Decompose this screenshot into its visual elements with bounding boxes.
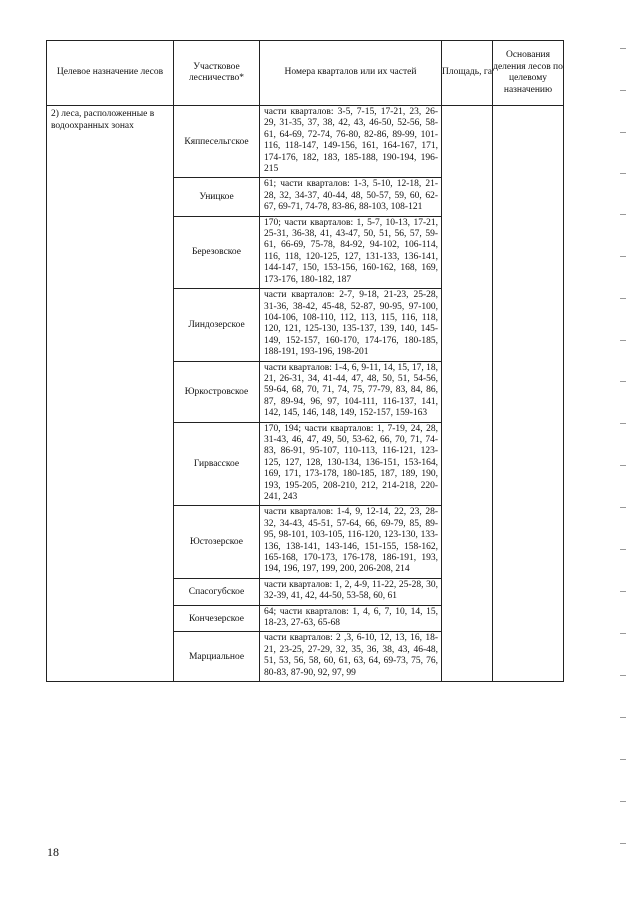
scan-mark [620,214,626,215]
forestry-cell: Юркостровское [174,361,260,422]
quarters-cell: части кварталов: 2-7, 9-18, 21-23, 25-28, 31-36, 38-42, 45-48, 52-87, 90-95, 97-100, 104-106, 108-110, 112, 113, 115, 116, 118, 120, 121, 125-130, 135-137, 139, 140, 145-149, 152-157, 160-170, 174-176, 180-185, 188-191, 193-196, 198-201 [260,289,442,361]
quarters-cell: 64; части кварталов: 1, 4, 6, 7, 10, 14, 15, 18-23, 27-63, 65-68 [260,605,442,632]
table-row [47,106,564,178]
scan-mark [620,90,626,91]
scan-mark [620,801,626,802]
page-number: 18 [47,845,59,859]
scan-mark [620,173,626,174]
quarters-cell: 61; части кварталов: 1-3, 5-10, 12-18, 21-28, 32, 34-37, 40-44, 48, 50-57, 59, 60, 62-67, 69-71, 74-78, 83-86, 88-103, 108-121 [260,178,442,216]
forestry-cell: Березовское [174,216,260,288]
scan-mark [620,843,626,844]
scan-mark [620,465,626,466]
quarters-cell: 170; части кварталов: 1, 5-7, 10-13, 17-21, 25-31, 36-38, 41, 43-47, 50, 51, 56, 57, 59-61, 66-69, 75-78, 84-92, 94-102, 106-114, 116, 118, 120-125, 127, 131-133, 136-141, 144-147, 150, 153-156, 160-162, 168, 169, 173-176, 180-182, 187 [260,216,442,288]
quarters-cell: части кварталов: 1, 2, 4-9, 11-22, 25-28, 30, 32-39, 41, 42, 44-50, 53-58, 60, 61 [260,578,442,605]
scan-mark [620,759,626,760]
quarters-cell: части кварталов: 1-4, 9, 12-14, 22, 23, 28-32, 34-43, 45-51, 57-64, 66, 69-79, 85, 89-95, 98-101, 103-105, 116-120, 123-130, 133-136, 138-141, 143-146, 151-155, 158-162, 165-168, 170-173, 176-178, 186-191, 193, 194, 196, 197, 199, 200, 206-208, 214 [260,506,442,578]
table-body [47,106,564,682]
header-forestry: Участковое лесничество* [174,41,260,106]
header-purpose: Целевое назначение лесов [47,41,174,106]
forestry-cell: Спасогубское [174,578,260,605]
forestry-cell: Линдозерское [174,289,260,361]
area-cell [442,106,493,682]
forest-purpose-table [46,40,564,682]
forestry-cell: Гирвасское [174,422,260,506]
quarters-cell: части кварталов: 2 ,3, 6-10, 12, 13, 16, 18-21, 23-25, 27-29, 32, 35, 36, 38, 43, 46-48, 51, 53, 56, 58, 60, 61, 63, 64, 69-73, 75, 76, 80-83, 87-90, 92, 97, 99 [260,632,442,682]
scan-mark [620,48,626,49]
forestry-cell: Кяппесельгское [174,106,260,178]
scan-mark [620,591,626,592]
quarters-cell: части кварталов: 3-5, 7-15, 17-21, 23, 26-29, 31-35, 37, 38, 42, 43, 46-50, 52-56, 58-61, 64-69, 72-74, 76-80, 82-86, 89-99, 101-116, 118-147, 149-156, 161, 164-167, 171, 174-176, 182, 183, 185-188, 190-194, 196-215 [260,106,442,178]
header-basis: Основания деления лесов по целевому назначению [493,41,564,106]
forestry-cell: Юстозерское [174,506,260,578]
scan-mark [620,256,626,257]
scan-mark [620,633,626,634]
header-area: Площадь, га [442,41,493,106]
scan-mark [620,423,626,424]
scan-mark [620,549,626,550]
scan-mark [620,675,626,676]
header-quarters: Номера кварталов или их частей [260,41,442,106]
scan-mark [620,381,626,382]
scan-mark [620,132,626,133]
forestry-cell: Марциальное [174,632,260,682]
forestry-cell: Уницкое [174,178,260,216]
quarters-cell: 170, 194; части кварталов: 1, 7-19, 24, 28, 31-43, 46, 47, 49, 50, 53-62, 66, 70, 71, 74-83, 86-91, 95-107, 110-113, 116-121, 123-125, 127, 128, 130-134, 136-151, 153-164, 169, 171, 173-178, 180-185, 187, 189, 190, 193, 195-205, 208-210, 212, 214-218, 220-241, 243 [260,422,442,506]
scan-mark [620,717,626,718]
basis-cell [493,106,564,682]
scan-mark [620,340,626,341]
scan-mark [620,507,626,508]
scan-mark [620,298,626,299]
forestry-cell: Кончезерское [174,605,260,632]
quarters-cell: части кварталов: 1-4, 6, 9-11, 14, 15, 17, 18, 21, 26-31, 34, 41-44, 47, 48, 50, 51, 54-56, 59-64, 68, 70, 71, 74, 75, 77-79, 83, 84, 86, 87, 89-94, 96, 97, 104-111, 116-137, 141, 142, 145, 146, 148, 149, 152-157, 159-163 [260,361,442,422]
purpose-cell: 2) леса, расположенные в водоохранных зонах [47,106,174,682]
